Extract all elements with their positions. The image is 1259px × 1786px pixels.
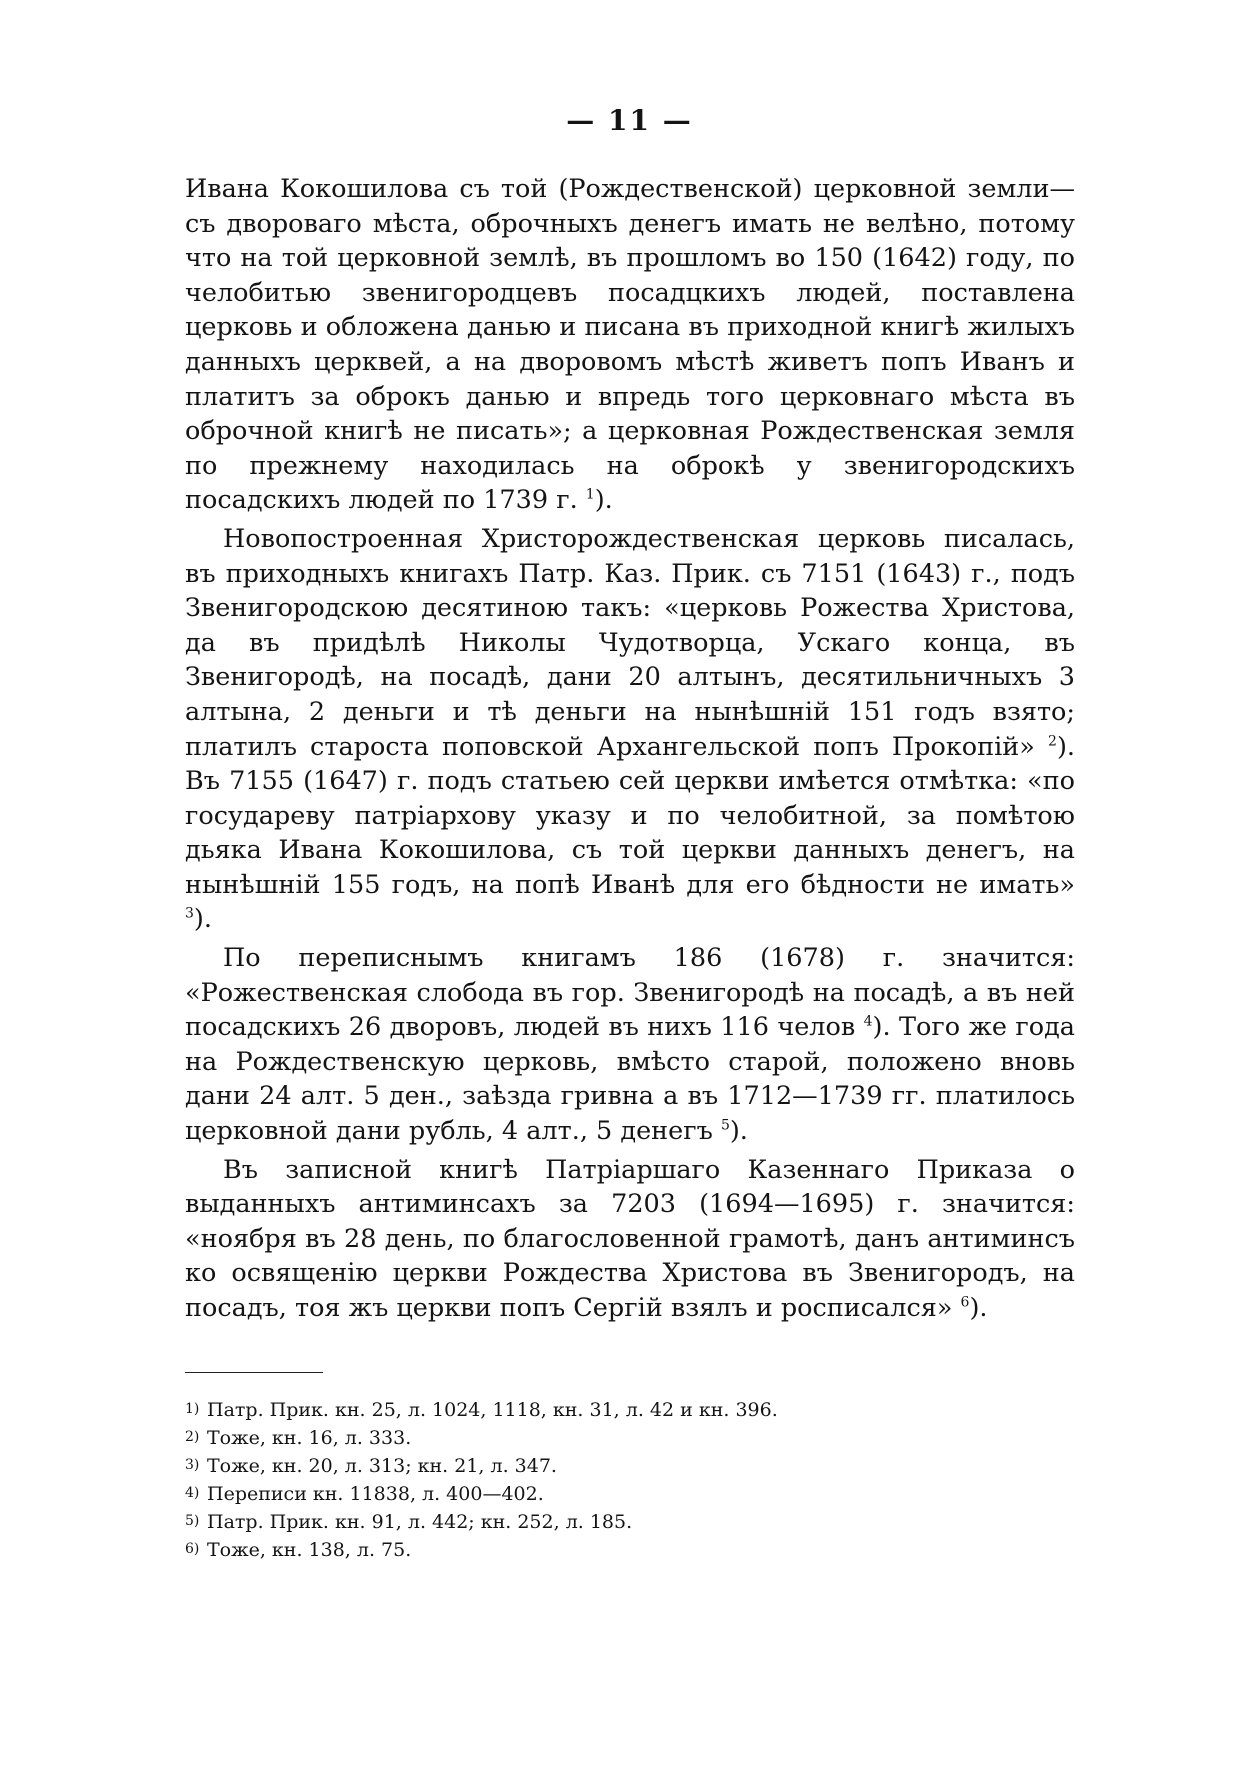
- paragraph-4-text: Въ записной книгѣ Патріаршаго Казеннаго Приказа о выданныхъ антиминсахъ за 7203 (1694—1695) г. значится: «ноября въ 28 день, по благословенной грамотѣ, данъ антиминсъ ко освященію церкви Рождества Христова въ Звенигородъ, на посадъ, тоя жъ церкви попъ Сергій взялъ и росписался»: [185, 1154, 1075, 1323]
- footnote-3: [185, 1452, 1005, 1480]
- footnote-5-mark: 5): [185, 1513, 200, 1529]
- footnote-6-mark: 6): [185, 1541, 200, 1557]
- footnote-4-mark: 4): [185, 1485, 200, 1501]
- footnote-ref-2[interactable]: 2: [1048, 733, 1057, 749]
- footnote-5-text: Патр. Прик. кн. 91, л. 442; кн. 252, л. 185.: [207, 1511, 633, 1533]
- paragraph-1-tail: ).: [594, 485, 613, 516]
- page-number: — 11 —: [566, 104, 693, 137]
- footnote-6: [185, 1536, 1005, 1564]
- paragraph-3: [185, 941, 1075, 1149]
- paragraph-2-middle: ). Въ 7155 (1647) г. подъ статьею сей церкви имѣется отмѣтка: «по государеву патріархову указу и по челобитной, за помѣтою дьяка Ивана Кокошилова, съ той церкви данныхъ денегъ, на нынѣшній 155 годъ, на попѣ Иванѣ для его бѣдности не имать»: [185, 731, 1075, 900]
- footnote-1-mark: 1): [185, 1401, 200, 1417]
- footnotes: [185, 1396, 1005, 1564]
- paragraph-4: [185, 1153, 1075, 1326]
- paragraph-3-text: По переписнымъ книгамъ 186 (1678) г. значится: «Рожественская слобода въ гор. Звенигородѣ на посадѣ, а въ ней посадскихъ 26 дворовъ, людей въ нихъ 116 челов: [185, 943, 1075, 1043]
- footnote-ref-5[interactable]: 5: [720, 1117, 730, 1134]
- footnote-3-mark: 3): [185, 1457, 200, 1473]
- footnote-divider: [185, 1372, 323, 1373]
- footnote-1: [185, 1396, 1005, 1424]
- footnote-2-text: Тоже, кн. 16, л. 333.: [207, 1427, 412, 1449]
- footnote-6-text: Тоже, кн. 138, л. 75.: [207, 1539, 412, 1561]
- footnote-ref-6[interactable]: 6: [960, 1294, 970, 1311]
- footnote-3-text: Тоже, кн. 20, л. 313; кн. 21, л. 347.: [207, 1455, 557, 1477]
- footnote-5: [185, 1508, 1005, 1536]
- footnote-1-text: Патр. Прик. кн. 25, л. 1024, 1118, кн. 31, л. 42 и кн. 396.: [207, 1399, 778, 1421]
- paragraph-2-tail: ).: [193, 904, 212, 935]
- footnote-ref-1[interactable]: 1: [585, 486, 595, 503]
- body-text: [185, 172, 1075, 1330]
- footnote-ref-3[interactable]: 3: [185, 905, 194, 922]
- paragraph-4-tail: ).: [969, 1293, 988, 1323]
- footnote-4-text: Переписи кн. 11838, л. 400—402.: [207, 1483, 544, 1505]
- footnote-4: [185, 1480, 1005, 1508]
- footnote-2-mark: 2): [185, 1429, 200, 1445]
- paragraph-3-middle: ). Того же года на Рождественскую церковь, вмѣсто старой, положено вновь дани 24 алт. 5 ден., заѣзда гривна а въ 1712—1739 гг. платилось церковной дани рубль, 4 алт., 5 денегъ: [185, 1012, 1076, 1147]
- paragraph-1-text: Ивана Кокошилова съ той (Рождественской) церковной земли—съ двороваго мѣста, оброчныхъ денегъ имать не велѣно, потому что на той церковной землѣ, въ прошломъ во 150 (1642) году, по челобитью звенигородцевъ посадцкихъ людей, поставлена церковь и обложена данью и писана въ приходной книгѣ жилыхъ данныхъ церквей, а на дворовомъ мѣстѣ живетъ попъ Иванъ и платитъ за оброкъ данью и впредь того церковнаго мѣста въ оброчной книгѣ не писать»; а церковная Рождественская земля по прежнему находилась на оброкѣ у звенигородскихъ посадскихъ людей по 1739 г.: [185, 174, 1075, 516]
- paragraph-2-text: Новопостроенная Христорождественская церковь писалась, въ приходныхъ книгахъ Патр. Каз. Прик. съ 7151 (1643) г., подъ Звенигородскою десятиною такъ: «церковь Рожества Христова, да въ придѣлѣ Николы Чудотворца, Ускаго конца, въ Звенигородѣ, на посадѣ, дани 20 алтынъ, десятильничныхъ 3 алтына, 2 деньги и тѣ деньги на нынѣшній 151 годъ взято; платилъ староста поповской Архангельской попъ Прокопій»: [185, 523, 1075, 762]
- paragraph-2: [185, 522, 1075, 937]
- footnote-2: [185, 1424, 1005, 1452]
- paragraph-3-tail: ).: [729, 1116, 748, 1147]
- paragraph-1: [185, 172, 1075, 518]
- footnote-ref-4[interactable]: 4: [863, 1013, 873, 1030]
